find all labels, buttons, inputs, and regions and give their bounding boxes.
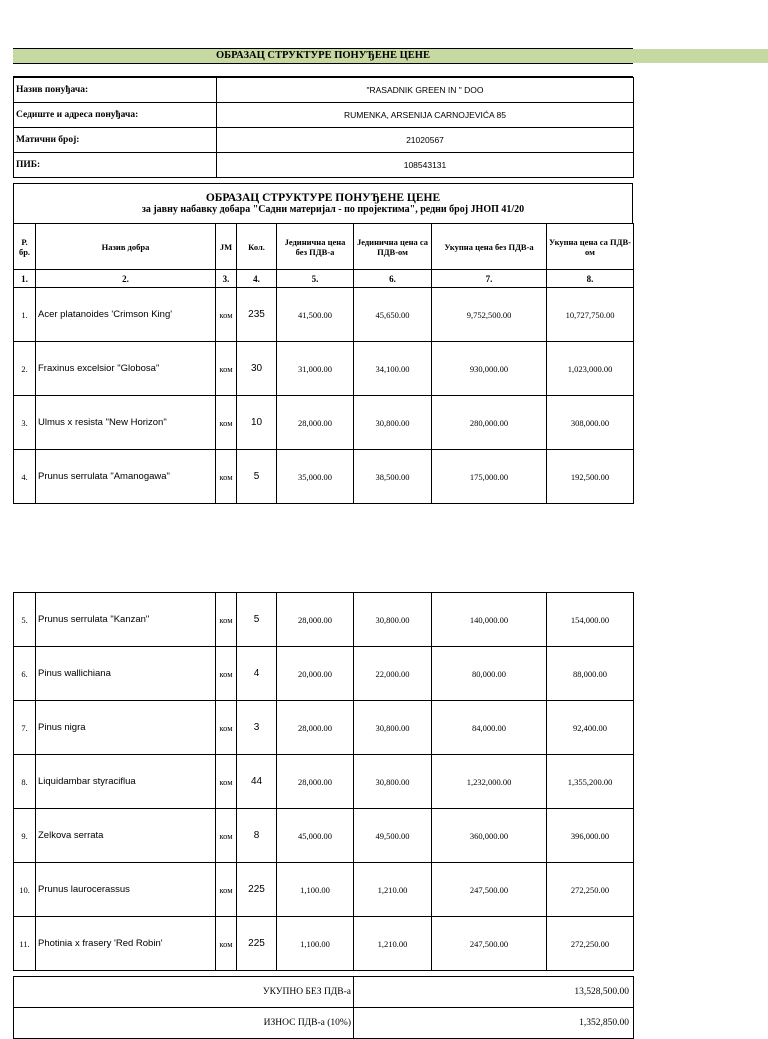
item-unit-price-vat: 45,650.00 [354,288,432,342]
item-unit-price-vat: 34,100.00 [354,342,432,396]
item-quantity: 30 [237,342,277,396]
item-total: 84,000.00 [432,701,547,755]
table-row [14,396,634,450]
item-number: 8. [14,755,36,809]
header-unit-price: Јединична цена без ПДВ-а [277,224,354,270]
table-row [14,863,634,917]
item-quantity: 5 [237,450,277,504]
item-number: 6. [14,647,36,701]
item-name: Pinus nigra [36,701,216,755]
item-unit-price: 28,000.00 [277,755,354,809]
item-total: 80,000.00 [432,647,547,701]
col-number: 2. [36,270,216,288]
item-unit-price-vat: 49,500.00 [354,809,432,863]
item-unit: ком [216,593,237,647]
item-total-vat: 1,023,000.00 [547,342,634,396]
item-name: Prunus serrulata "Amanogawa" [36,450,216,504]
info-label: Седиште и адреса понуђача: [14,103,217,128]
col-number: 4. [237,270,277,288]
item-quantity: 3 [237,701,277,755]
item-unit-price-vat: 1,210.00 [354,863,432,917]
item-number: 7. [14,701,36,755]
item-unit-price: 28,000.00 [277,701,354,755]
item-total-vat: 308,000.00 [547,396,634,450]
col-number: 6. [354,270,432,288]
total-label: УКУПНО БЕЗ ПДВ-а [14,977,354,1008]
header-unit-price-vat: Јединична цена са ПДВ-ом [354,224,432,270]
table-row [14,342,634,396]
item-unit-price-vat: 38,500.00 [354,450,432,504]
item-total-vat: 154,000.00 [547,593,634,647]
header-qty: Кол. [237,224,277,270]
item-number: 11. [14,917,36,971]
vat-row [14,1008,634,1039]
table-row [14,450,634,504]
info-row [14,78,634,103]
totals-table [13,976,634,1039]
item-unit-price: 28,000.00 [277,396,354,450]
item-unit-price-vat: 30,800.00 [354,701,432,755]
item-total: 930,000.00 [432,342,547,396]
form-title: ОБРАЗАЦ СТРУКТУРЕ ПОНУЂЕНЕ ЦЕНЕ [216,50,430,61]
item-total-vat: 396,000.00 [547,809,634,863]
item-name: Acer platanoides 'Crimson King' [36,288,216,342]
item-unit-price: 1,100.00 [277,917,354,971]
total-value: 13,528,500.00 [354,977,634,1008]
item-total: 247,500.00 [432,917,547,971]
table-row [14,647,634,701]
table-row [14,755,634,809]
info-row [14,128,634,153]
item-unit-price-vat: 30,800.00 [354,593,432,647]
info-row [14,103,634,128]
item-unit: ком [216,396,237,450]
item-quantity: 225 [237,917,277,971]
item-unit-price: 45,000.00 [277,809,354,863]
item-unit: ком [216,755,237,809]
table-row [14,809,634,863]
price-table-page-1 [13,223,634,504]
vat-value: 1,352,850.00 [354,1008,634,1039]
item-name: Zelkova serrata [36,809,216,863]
item-total-vat: 272,250.00 [547,917,634,971]
item-unit-price-vat: 22,000.00 [354,647,432,701]
table-heading [13,183,633,223]
total-row [14,977,634,1008]
table-row [14,288,634,342]
info-label: ПИБ: [14,153,217,178]
item-quantity: 225 [237,863,277,917]
tax-id-value: 108543131 [217,153,634,178]
vat-label: ИЗНОС ПДВ-а (10%) [14,1008,354,1039]
item-total-vat: 1,355,200.00 [547,755,634,809]
item-total: 280,000.00 [432,396,547,450]
item-total-vat: 192,500.00 [547,450,634,504]
header-name: Назив добра [36,224,216,270]
item-quantity: 8 [237,809,277,863]
col-number: 1. [14,270,36,288]
item-total: 247,500.00 [432,863,547,917]
item-number: 10. [14,863,36,917]
item-unit: ком [216,863,237,917]
info-row [14,153,634,178]
price-table-page-2 [13,592,634,971]
bidder-address-value: RUMENKA, ARSENIJA CARNOJEVIĆA 85 [217,103,634,128]
item-unit-price-vat: 30,800.00 [354,396,432,450]
header-unit: ЈМ [216,224,237,270]
info-label: Назив понуђача: [14,78,217,103]
item-name: Photinia x frasery 'Red Robin' [36,917,216,971]
item-quantity: 235 [237,288,277,342]
item-unit-price: 35,000.00 [277,450,354,504]
col-number: 5. [277,270,354,288]
item-name: Prunus laurocerassus [36,863,216,917]
item-total: 140,000.00 [432,593,547,647]
registration-number-value: 21020567 [217,128,634,153]
item-total: 9,752,500.00 [432,288,547,342]
item-name: Pinus wallichiana [36,647,216,701]
title-band-extension [633,49,768,63]
item-unit: ком [216,809,237,863]
info-label: Матични број: [14,128,217,153]
item-unit-price-vat: 30,800.00 [354,755,432,809]
item-unit: ком [216,647,237,701]
item-quantity: 44 [237,755,277,809]
item-total: 360,000.00 [432,809,547,863]
header-row [14,224,634,270]
bidder-name-value: "RASADNIK GREEN IN " DOO [217,78,634,103]
column-number-row [14,270,634,288]
item-total-vat: 92,400.00 [547,701,634,755]
item-unit-price-vat: 1,210.00 [354,917,432,971]
item-number: 5. [14,593,36,647]
item-unit: ком [216,288,237,342]
table-row [14,701,634,755]
item-quantity: 4 [237,647,277,701]
item-unit-price: 31,000.00 [277,342,354,396]
item-total-vat: 272,250.00 [547,863,634,917]
item-unit: ком [216,917,237,971]
item-number: 4. [14,450,36,504]
table-row [14,593,634,647]
item-total-vat: 88,000.00 [547,647,634,701]
item-unit: ком [216,342,237,396]
item-unit-price: 41,500.00 [277,288,354,342]
item-unit-price: 1,100.00 [277,863,354,917]
item-number: 2. [14,342,36,396]
item-unit-price: 20,000.00 [277,647,354,701]
col-number: 8. [547,270,634,288]
item-unit: ком [216,450,237,504]
table-row [14,917,634,971]
bidder-info-table [13,77,634,178]
item-number: 3. [14,396,36,450]
col-number: 7. [432,270,547,288]
header-total-vat: Укупна цена са ПДВ-ом [547,224,634,270]
item-quantity: 5 [237,593,277,647]
item-number: 1. [14,288,36,342]
item-total: 175,000.00 [432,450,547,504]
table-title: ОБРАЗАЦ СТРУКТУРЕ ПОНУЂЕНЕ ЦЕНЕ [205,192,441,204]
item-unit-price: 28,000.00 [277,593,354,647]
table-subtitle: за јавну набавку добара "Садни материјал - по пројектима", редни број ЈНОП 41/20 [141,204,525,215]
item-name: Prunus serrulata "Kanzan" [36,593,216,647]
item-name: Liquidambar styraciflua [36,755,216,809]
item-unit: ком [216,701,237,755]
header-total: Укупна цена без ПДВ-а [432,224,547,270]
col-number: 3. [216,270,237,288]
item-name: Fraxinus excelsior "Globosa" [36,342,216,396]
item-total: 1,232,000.00 [432,755,547,809]
item-total-vat: 10,727,750.00 [547,288,634,342]
header-no: Р. бр. [14,224,36,270]
item-number: 9. [14,809,36,863]
item-name: Ulmus x resista "New Horizon" [36,396,216,450]
item-quantity: 10 [237,396,277,450]
